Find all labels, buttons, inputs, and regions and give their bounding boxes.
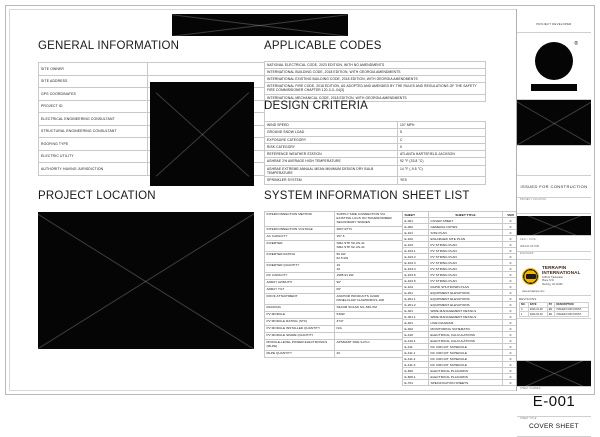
sheet-list-title: ELECTRICAL PLACARDS [429,368,503,374]
sheet-list-title: ELECTRICAL CALCULATIONS [429,338,503,344]
sheet-list-version: 0 [503,296,519,302]
sheet-list-number: E-301.1 [403,314,429,320]
sheet-list-version: 0 [503,254,519,260]
firm-address-line1: 1060 E Tradewater [542,275,564,279]
system-information-value: 19 10 [335,262,403,273]
sheet-list-title: WIRE MANAGEMENT DETAILS [429,314,503,320]
title-block-notes-cell [517,146,591,176]
system-information-label: ARRAY AZIMUTH [265,280,335,287]
design-criteria-label: EXPOSURE CATEGORY [265,136,398,143]
design-criteria-row [265,151,486,158]
firm-name-line1: TERRAPIN [542,265,567,270]
general-information-label: STRUCTURAL ENGINEERING CONSULTANT [39,125,148,138]
sheet-list-version: 0 [503,356,519,362]
developer-logo-cell [517,33,591,100]
sheet-title-value: COVER SHEET [529,422,579,430]
title-block-image-placeholder [517,361,591,387]
system-information-value [335,333,403,340]
sheet-list-version: 0 [503,236,519,242]
system-information-row [265,326,403,333]
design-criteria-row [265,158,486,165]
seal-date-cell [517,238,591,252]
sheet-list-number: E-402 [403,326,429,332]
system-information-label: ARRAY TILT [265,287,335,294]
seal-date-value: 2024-01-00 0:00 [520,245,540,248]
design-criteria-table [264,121,486,185]
sheet-list-number: E-103 [403,242,429,248]
applicable-codes-section [264,40,486,102]
general-information-heading: GENERAL INFORMATION [38,40,180,52]
sheet-list-number: E-103.1 [403,248,429,254]
sheet-list-number: E-103.2 [403,254,429,260]
developer-label: PROJECT DEVELOPER [536,22,572,26]
system-information-value: 06° [335,287,403,294]
design-criteria-label: RISK CATEGORY [265,143,398,150]
revision-column-header: DESCRIPTION [555,303,589,308]
sheet-list-number: E-001 [403,218,429,224]
sheet-list-version: 0 [503,278,519,284]
system-information-value: APSMART RSD-S-PLC [335,340,403,351]
applicable-code-row [265,62,486,69]
revision-number: 0 [520,307,529,312]
sheet-list-title: COVER SHEET [429,218,503,224]
revision-column-header: BY [547,303,555,308]
sheet-list-number: E-103.6 [403,278,429,284]
applicable-code-text: INTERNATIONAL FIRE CODE, 2018 EDITION, AS ADOPTED AND AMENDED BY THE RULES AND REGULATIONS OF THE SAFETY FIRE COMMISSIONER CHAPTER 120-3-3-.04(3) [265,83,486,94]
project-banner-image [172,14,348,36]
project-location-map-image [38,212,254,349]
sheet-list-number: E-410 [403,332,429,338]
sheet-list-number: E-201 [403,290,429,296]
sheet-list-version: 0 [503,314,519,320]
general-information-section [38,40,254,176]
system-information-value: SILFAB SOLAR SIL-530-XM [335,305,403,312]
sheet-list-version: 0 [503,308,519,314]
sheet-list-version: 0 [503,230,519,236]
sheet-list-number: E-103.3 [403,260,429,266]
applicable-codes-heading: APPLICABLE CODES [264,40,382,52]
title-block [516,9,591,430]
revision-column-header: DATE [528,303,547,308]
applicable-code-row [265,69,486,76]
sheet-list-title: WIRE MANAGEMENT DETAILS [429,308,503,314]
sheet-number-label: SHEET NUMBER [520,387,541,390]
system-information-value: SMA STP 50-US-41 SMA STP 62-US-41 [335,240,403,251]
sheet-list-title: MONITORING SCHEMATIC [429,326,503,332]
system-information-value: 480Y/277V [335,226,403,233]
system-information-label: ROOF ATTACHMENT [265,294,335,305]
project-location-field-label: PROJECT LOCATION [520,199,547,201]
sheet-list-version: 0 [503,266,519,272]
revisions-label: REVISIONS [519,297,537,302]
system-information-row [265,287,403,294]
system-information-value: 20 [335,350,403,357]
sheet-list-title: ENLARGED SITE PLAN [429,236,503,242]
system-information-row [265,240,403,251]
developer-logo-wordmark [531,84,577,91]
sheet-list-version: 0 [503,368,519,374]
firm-website: www.terrapinpv.com [522,290,545,294]
sheet-list-version: 0 [503,338,519,344]
sheet-list-number: E-104 [403,284,429,290]
sheet-list-number: E-101 [403,230,429,236]
system-information-value: 1985.91 kW [335,273,403,280]
sheet-list-version: 0 [503,302,519,308]
design-criteria-row [265,165,486,177]
general-information-label: GPS COORDINATES [39,88,148,101]
sheet-list-column-header: SHEET [403,212,429,218]
design-criteria-label: GROUND SNOW LOAD [265,129,398,136]
sheet-list-version: 0 [503,284,519,290]
system-information-row [265,233,403,240]
system-information-section [264,190,398,358]
general-information-label: SITE OWNER [39,63,148,76]
general-information-label: PROJECT ID [39,100,148,113]
project-location-section [38,190,254,349]
system-information-row [265,312,403,319]
general-information-label: ELECTRICAL ENGINEERING CONSULTANT [39,113,148,126]
sheet-list-title: LINE DIAGRAM [429,320,503,326]
design-criteria-value: ATLANTA HARTSFIELD-JACKSON [398,151,486,158]
system-information-label: INVERTER RATING [265,251,335,262]
sheet-list-version: 0 [503,242,519,248]
system-information-label: RACKING [265,305,335,312]
sheet-list-number: E-701 [403,380,429,386]
design-criteria-label: ASHRAE 2% AVERAGE HIGH TEMPERATURE [265,158,398,165]
sheet-list-version: 0 [503,260,519,266]
sheet-list-version: 0 [503,272,519,278]
title-block-spacer-cell [517,319,591,361]
sheet-list-title: PV STRING PLAN [429,242,503,248]
design-criteria-row [265,143,486,150]
design-criteria-value: 14 °F (-9.5 °C) [398,165,486,177]
sheet-list-number: E-201.2 [403,302,429,308]
sheet-number-value: E-001 [532,392,576,410]
developer-logo-mark-icon [535,40,578,80]
design-criteria-value: 5 [398,129,486,136]
sheet-list-number: E-201.1 [403,296,429,302]
sheet-list-title: ELECTRICAL PLACARDS [429,374,503,380]
revision-description: ISSUED FOR CONST. [555,307,589,312]
design-criteria-row [265,136,486,143]
sheet-list-version: 0 [503,344,519,350]
sheet-list-version: 0 [503,218,519,224]
engineer-firm-cell [517,260,591,296]
design-criteria-value: YES [398,177,486,184]
engineer-label-cell [517,252,591,260]
system-information-value: 157.6 [335,233,403,240]
system-information-label: MODULE-LEVEL POWER ELECTRONICS (MLPE) [265,340,335,351]
sheet-list-title: RAPID SHUTDOWN PLAN [429,284,503,290]
revisions-table [519,302,589,317]
sheet-list-title: DC CIRCUIT SCHEDULE [429,362,503,368]
system-information-label: DC CAPACITY [265,273,335,280]
sheet-list-number: E-002 [403,224,429,230]
system-information-row [265,305,403,312]
sheet-list-title: PV STRING PLAN [429,254,503,260]
revision-number: 1 [520,312,529,317]
applicable-code-text: INTERNATIONAL BUILDING CODE, 2018 EDITION, WITH GEORGIA AMENDMENTS [265,69,486,76]
firm-address-line2: Place N W [542,279,554,283]
sheet-list-title: PV STRING PLAN [429,266,503,272]
design-criteria-value: 92 °F (33.8 °C) [398,158,486,165]
design-criteria-value: II [398,143,486,150]
applicable-code-row [265,76,486,83]
revisions-cell [517,296,591,319]
sheet-list-column-header: SHEET TITLE [429,212,503,218]
sheet-number-cell [517,387,591,417]
system-information-value: ANCHOR PRODUCTS U2400 PANELCLAW CLAWFRR/US 10D [335,294,403,305]
project-location-heading: PROJECT LOCATION [38,190,156,202]
system-information-value: SUPPLY-SIDE CONNECTION VIA EXISTING LUGS ON TRANSFORMER SECONDARY SPADES [335,212,403,227]
system-information-value: 90° [335,280,403,287]
sheet-list-number: E-411.3 [403,362,429,368]
general-information-label: AUTHORITY HAVING JURISDICTION [39,163,148,176]
sheet-list-number: E-410.1 [403,338,429,344]
sheet-list-title: SPECIFICATION SHEETS [429,380,503,386]
system-information-table [264,211,403,358]
revision-row [520,312,589,317]
sheet-list-title: EQUIPMENT ELEVATIONS [429,290,503,296]
sheet-list-number: E-411.2 [403,356,429,362]
design-criteria-heading: DESIGN CRITERIA [264,100,368,112]
design-criteria-row [265,177,486,184]
general-information-value [148,63,265,76]
system-information-label: PV MODULE SPARE QUANTITY [265,333,335,340]
general-information-label: ELECTRIC UTILITY [39,150,148,163]
revision-by: EN [547,307,555,312]
system-information-label: MLPE QUANTITY [265,350,335,357]
sheet-list-version: 0 [503,290,519,296]
system-information-row [265,212,403,227]
seal-label: SEAL / DATE [520,239,536,241]
design-criteria-value: C [398,136,486,143]
issued-for-construction-label: ISSUED FOR CONSTRUCTION [520,184,588,189]
system-information-row [265,273,403,280]
firm-address-line3: Sterling, VA 20166 [542,283,563,287]
sheet-list-title: PV STRING PLAN [429,260,503,266]
sheet-list-number: E-103.5 [403,272,429,278]
system-information-label: PV MODULE [265,312,335,319]
sheet-list-title: PV STRING PLAN [429,278,503,284]
sheet-list-number: E-411 [403,344,429,350]
revision-column-header: NO. [520,303,529,308]
sheet-list-version: 0 [503,380,519,386]
sheet-list-title: DC CIRCUIT SCHEDULE [429,344,503,350]
general-information-label: SITE ADDRESS [39,75,148,88]
sheet-list-title: EQUIPMENT ELEVATIONS [429,302,503,308]
sheet-title-label: SHEET TITLE [520,417,537,420]
sheet-list-number: E-301 [403,308,429,314]
issued-for-construction-cell [517,176,591,198]
sheet-list-version: 0 [503,224,519,230]
system-information-label: INVERTER QUANTITY [265,262,335,273]
sheet-list-title: EQUIPMENT ELEVATIONS [429,296,503,302]
system-information-value: 3747 [335,319,403,326]
sheet-list-version: 0 [503,326,519,332]
general-information-row [39,63,265,76]
system-information-row [265,350,403,357]
sheet-list-title: DC CIRCUIT SCHEDULE [429,356,503,362]
sheet-list-version: 0 [503,362,519,368]
system-information-row [265,319,403,326]
sheet-list-number: E-411.1 [403,350,429,356]
sheet-list-version: 0 [503,374,519,380]
system-information-heading: SYSTEM INFORMATION [264,190,398,202]
sheet-list-title: PV STRING PLAN [429,248,503,254]
sheet-list-title: SITE PLAN [429,230,503,236]
firm-seal-icon [522,268,539,285]
engineer-label: ENGINEER [520,253,534,255]
project-image-strip [517,216,591,236]
revision-date: 2024-01-00 [528,307,547,312]
system-information-row [265,226,403,233]
sheet-list-table [402,211,519,386]
sheet-list-number: E-103.4 [403,266,429,272]
design-criteria-label: SPRINKLER SYSTEM [265,177,398,184]
system-information-row [265,251,403,262]
system-information-row [265,262,403,273]
system-information-value: N/A [335,326,403,333]
applicable-code-row [265,83,486,94]
system-information-row [265,333,403,340]
sheet-list-section [402,190,514,386]
applicable-code-text: NATIONAL ELECTRICAL CODE, 2023 EDITION, WITH NO AMENDMENTS [265,62,486,69]
system-information-label: PV MODULE INSTALLED QUANTITY [265,326,335,333]
developer-secondary-image [517,100,591,146]
system-information-label: INVERTER [265,240,335,251]
design-criteria-row [265,122,486,129]
design-criteria-row [265,129,486,136]
project-location-field-cell [517,198,591,214]
sheet-list-number: E-102 [403,236,429,242]
system-information-label: AC CAPACITY [265,233,335,240]
sheet-list-row[interactable] [403,380,519,386]
sheet-list-version: 0 [503,248,519,254]
system-information-label: INTERCONNECTION METHOD [265,212,335,227]
applicable-code-text: INTERNATIONAL EXISTING BUILDING CODE, 2018 EDITION, WITH GEORGIA AMENDMENTS [265,76,486,83]
design-criteria-label: REFERENCE WEATHER STATION [265,151,398,158]
registered-trademark-icon: ® [574,40,578,47]
revision-description: ISSUED FOR CONST. [555,312,589,317]
revision-by: EN [547,312,555,317]
sheet-list-column-header: VER [503,212,519,218]
sheet-list-version: 0 [503,320,519,326]
sheet-list-number: E-600.1 [403,374,429,380]
system-information-value: 50 kW 62.5 kW [335,251,403,262]
sheet-list-title: ELECTRICAL CALCULATIONS [429,332,503,338]
sheet-list-version: 0 [503,350,519,356]
system-information-row [265,294,403,305]
design-criteria-label: WIND SPEED [265,122,398,129]
system-information-label: PV MODULE RATING (STC) [265,319,335,326]
system-information-row [265,340,403,351]
system-information-label: INTERCONNECTION VOLTAGE [265,226,335,233]
sheet-list-heading: SHEET LIST [402,190,470,202]
sheet-list-number: E-600 [403,368,429,374]
revision-date: 2024-02-00 [528,312,547,317]
system-information-row [265,280,403,287]
sheet-list-title: PV STRING PLAN [429,272,503,278]
applicable-code-text: INTERNATIONAL MECHANICAL CODE, 2018 EDITION, WITH GEORGIA AMENDMENTS [265,94,486,101]
design-criteria-value: 107 MPH [398,122,486,129]
system-information-value: 530W [335,312,403,319]
design-criteria-section [264,100,486,185]
design-criteria-label: ASHRAE EXTREME ANNUAL MEAN MINIMUM DESIGN DRY BULB TEMPERATURE [265,165,398,177]
developer-label-cell [517,9,591,33]
general-information-thumbnail [150,82,254,186]
sheet-list-title: GENERAL NOTES [429,224,503,230]
applicable-codes-table [264,61,486,102]
sheet-title-cell [517,417,591,437]
general-information-label: ROOFING TYPE [39,138,148,151]
sheet-list-title: DC CIRCUIT SCHEDULE [429,350,503,356]
firm-name-line2: INTERNATIONAL [542,270,581,276]
sheet-list-version: 0 [503,332,519,338]
sheet-list-number: E-401 [403,320,429,326]
